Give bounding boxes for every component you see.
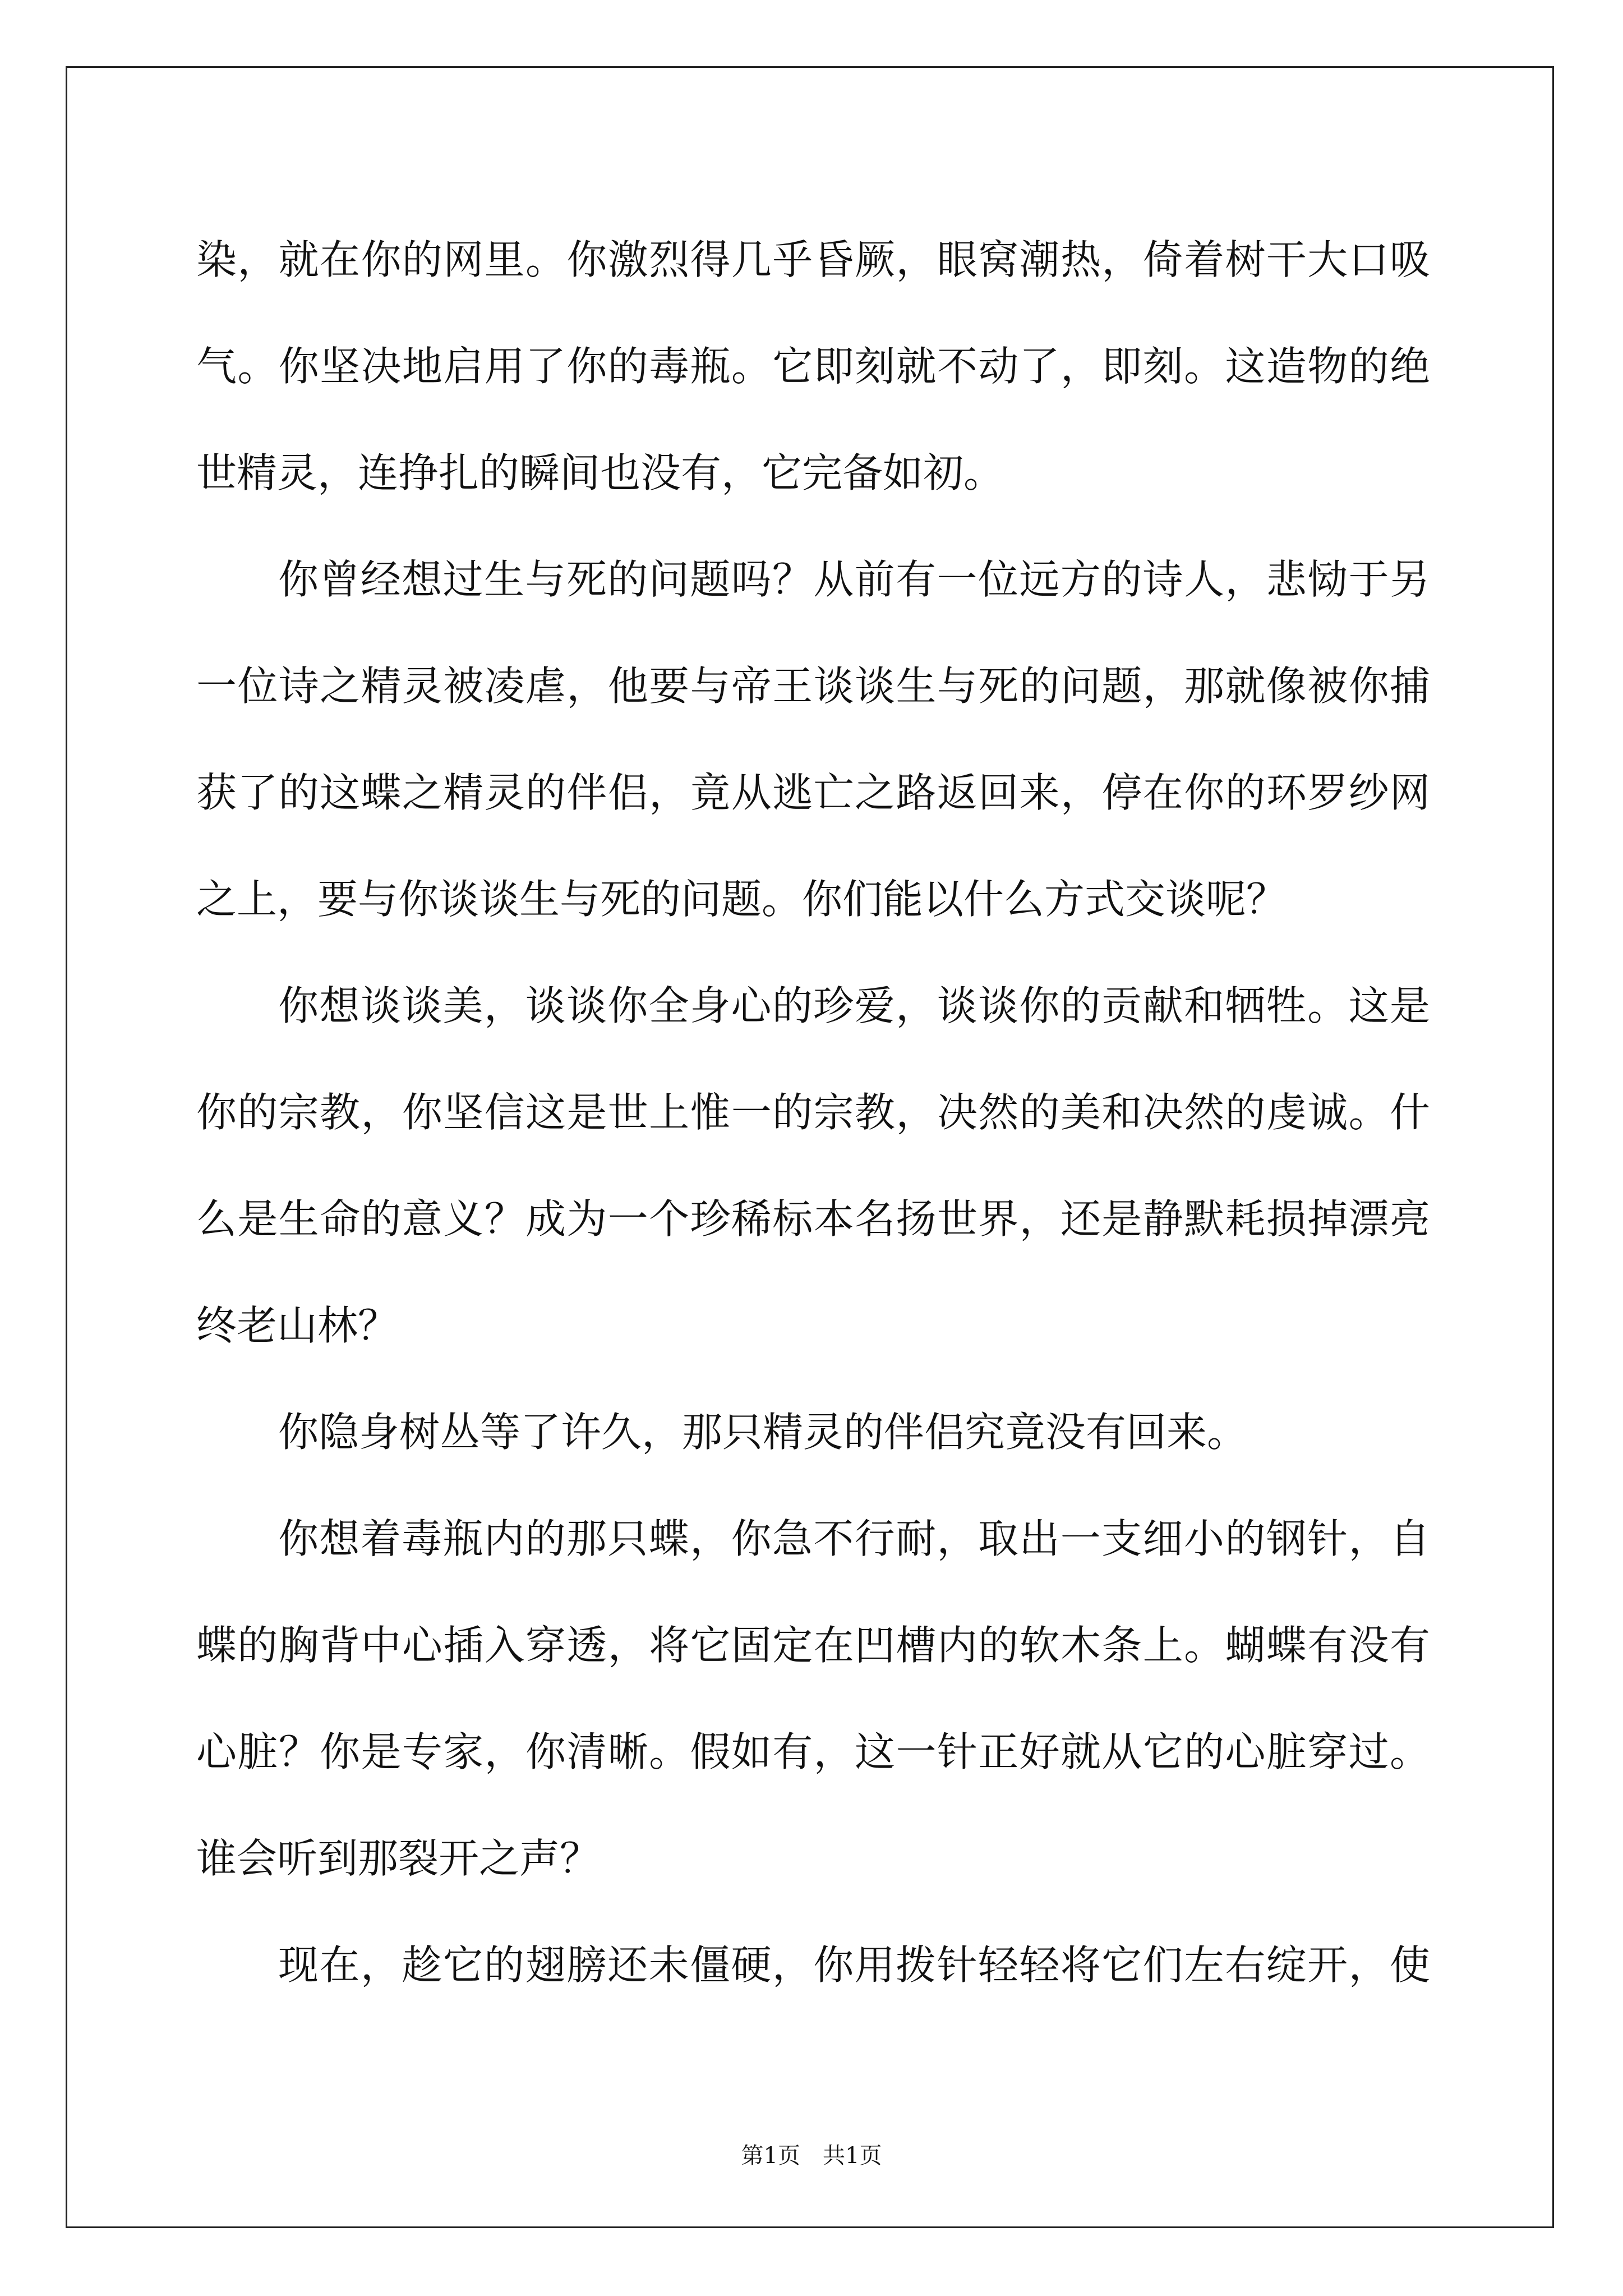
text-line: 蝶的胸背中心插入穿透，将它固定在凹槽内的软木条上。蝴蝶有没有: [196, 1622, 1430, 1669]
text-line: 你的宗教，你坚信这是世上惟一的宗教，决然的美和决然的虔诚。什: [196, 1089, 1430, 1136]
text-line: 你想着毒瓶内的那只蝶，你急不行耐，取出一支细小的钢针，自: [278, 1515, 1430, 1562]
text-line: 气。你坚决地启用了你的毒瓶。它即刻就不动了，即刻。这造物的绝: [196, 343, 1430, 390]
text-line: 你曾经想过生与死的问题吗？从前有一位远方的诗人，悲恸于另: [278, 556, 1430, 603]
document-body: [196, 206, 1430, 2018]
text-line: 一位诗之精灵被凌虐，他要与帝王谈谈生与死的问题，那就像被你捕: [196, 662, 1430, 710]
text-line: 谁会听到那裂开之声？: [196, 1835, 601, 1882]
text-line: 你隐身树丛等了许久，那只精灵的伴侣究竟没有回来。: [278, 1409, 1248, 1456]
text-line: 你想谈谈美，谈谈你全身心的珍爱，谈谈你的贡献和牺牲。这是: [278, 982, 1430, 1029]
text-line: 之上，要与你谈谈生与死的问题。你们能以什么方式交谈呢？: [196, 876, 1287, 923]
text-line: 么是生命的意义？成为一个珍稀标本名扬世界，还是静默耗损掉漂亮: [196, 1195, 1430, 1243]
text-line: 世精灵，连挣扎的瞬间也没有，它完备如初。: [196, 449, 1004, 496]
text-line: 获了的这蝶之精灵的伴侣，竟从逃亡之路返回来，停在你的环罗纱网: [196, 769, 1430, 816]
text-line: 染，就在你的网里。你激烈得几乎昏厥，眼窝潮热，倚着树干大口吸: [196, 236, 1430, 283]
text-line: 终老山林？: [196, 1302, 399, 1349]
text-line: 现在，趁它的翅膀还未僵硬，你用拨针轻轻将它们左右绽开，使: [278, 1941, 1430, 1989]
page-footer: 第1页 共1页: [741, 2143, 882, 2169]
text-line: 心脏？你是专家，你清晰。假如有，这一针正好就从它的心脏穿过。: [196, 1728, 1430, 1775]
